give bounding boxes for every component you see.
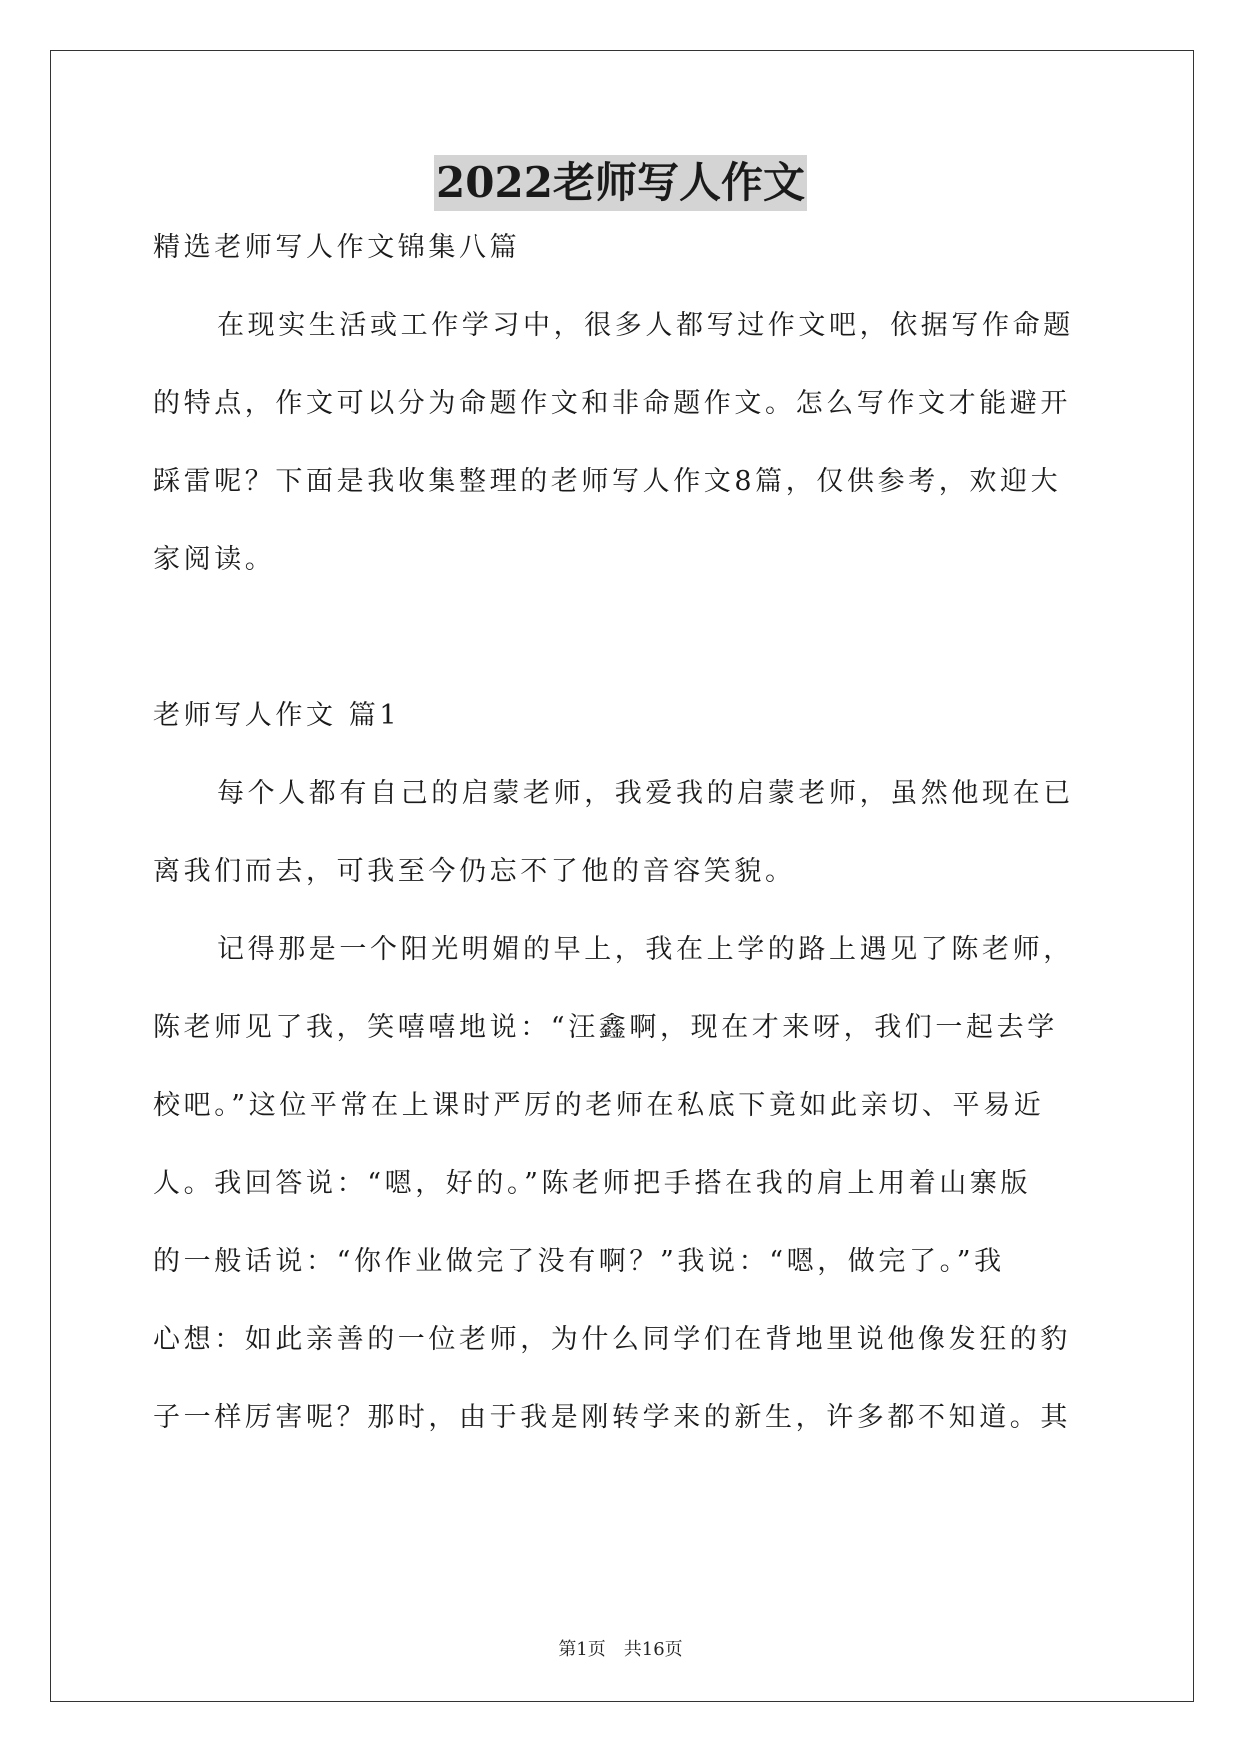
blank-spacer <box>153 599 1095 677</box>
page-number: 第1页 共16页 <box>558 1639 683 1660</box>
paragraph-line: 陈老师见了我，笑嘻嘻地说：“汪鑫啊，现在才来呀，我们一起去学 <box>153 1012 1058 1043</box>
intro-line: 在现实生活或工作学习中，很多人都写过作文吧，依据写作命题 <box>217 310 1074 341</box>
paragraph-line: 人。我回答说：“嗯，好的。”陈老师把手搭在我的肩上用着山寨版 <box>153 1168 1032 1199</box>
paragraph-line: 离我们而去，可我至今仍忘不了他的音容笑貌。 <box>153 856 796 887</box>
page-footer <box>0 1635 1241 1661</box>
paragraph-line: 心想：如此亲善的一位老师，为什么同学们在背地里说他像发狂的豹 <box>153 1324 1071 1355</box>
title-container <box>0 155 1241 211</box>
paragraph-line: 的一般话说：“你作业做完了没有啊？”我说：“嗯，做完了。”我 <box>153 1246 1005 1277</box>
paragraph-line: 记得那是一个阳光明媚的早上，我在上学的路上遇见了陈老师， <box>217 934 1074 965</box>
intro-line: 家阅读。 <box>153 544 276 575</box>
paragraph-line: 子一样厉害呢？那时，由于我是刚转学来的新生，许多都不知道。其 <box>153 1402 1071 1433</box>
paragraph-line: 每个人都有自己的启蒙老师，我爱我的启蒙老师，虽然他现在已 <box>217 778 1074 809</box>
intro-line: 的特点，作文可以分为命题作文和非命题作文。怎么写作文才能避开 <box>153 388 1071 419</box>
subtitle: 精选老师写人作文锦集八篇 <box>153 232 521 263</box>
section-heading: 老师写人作文 篇1 <box>153 700 401 731</box>
document-title: 2022老师写人作文 <box>434 155 807 211</box>
paragraph-line: 校吧。”这位平常在上课时严厉的老师在私底下竟如此亲切、平易近 <box>153 1090 1045 1121</box>
document-body <box>153 209 1095 1457</box>
intro-line: 踩雷呢？下面是我收集整理的老师写人作文8篇，仅供参考，欢迎大 <box>153 466 1062 497</box>
